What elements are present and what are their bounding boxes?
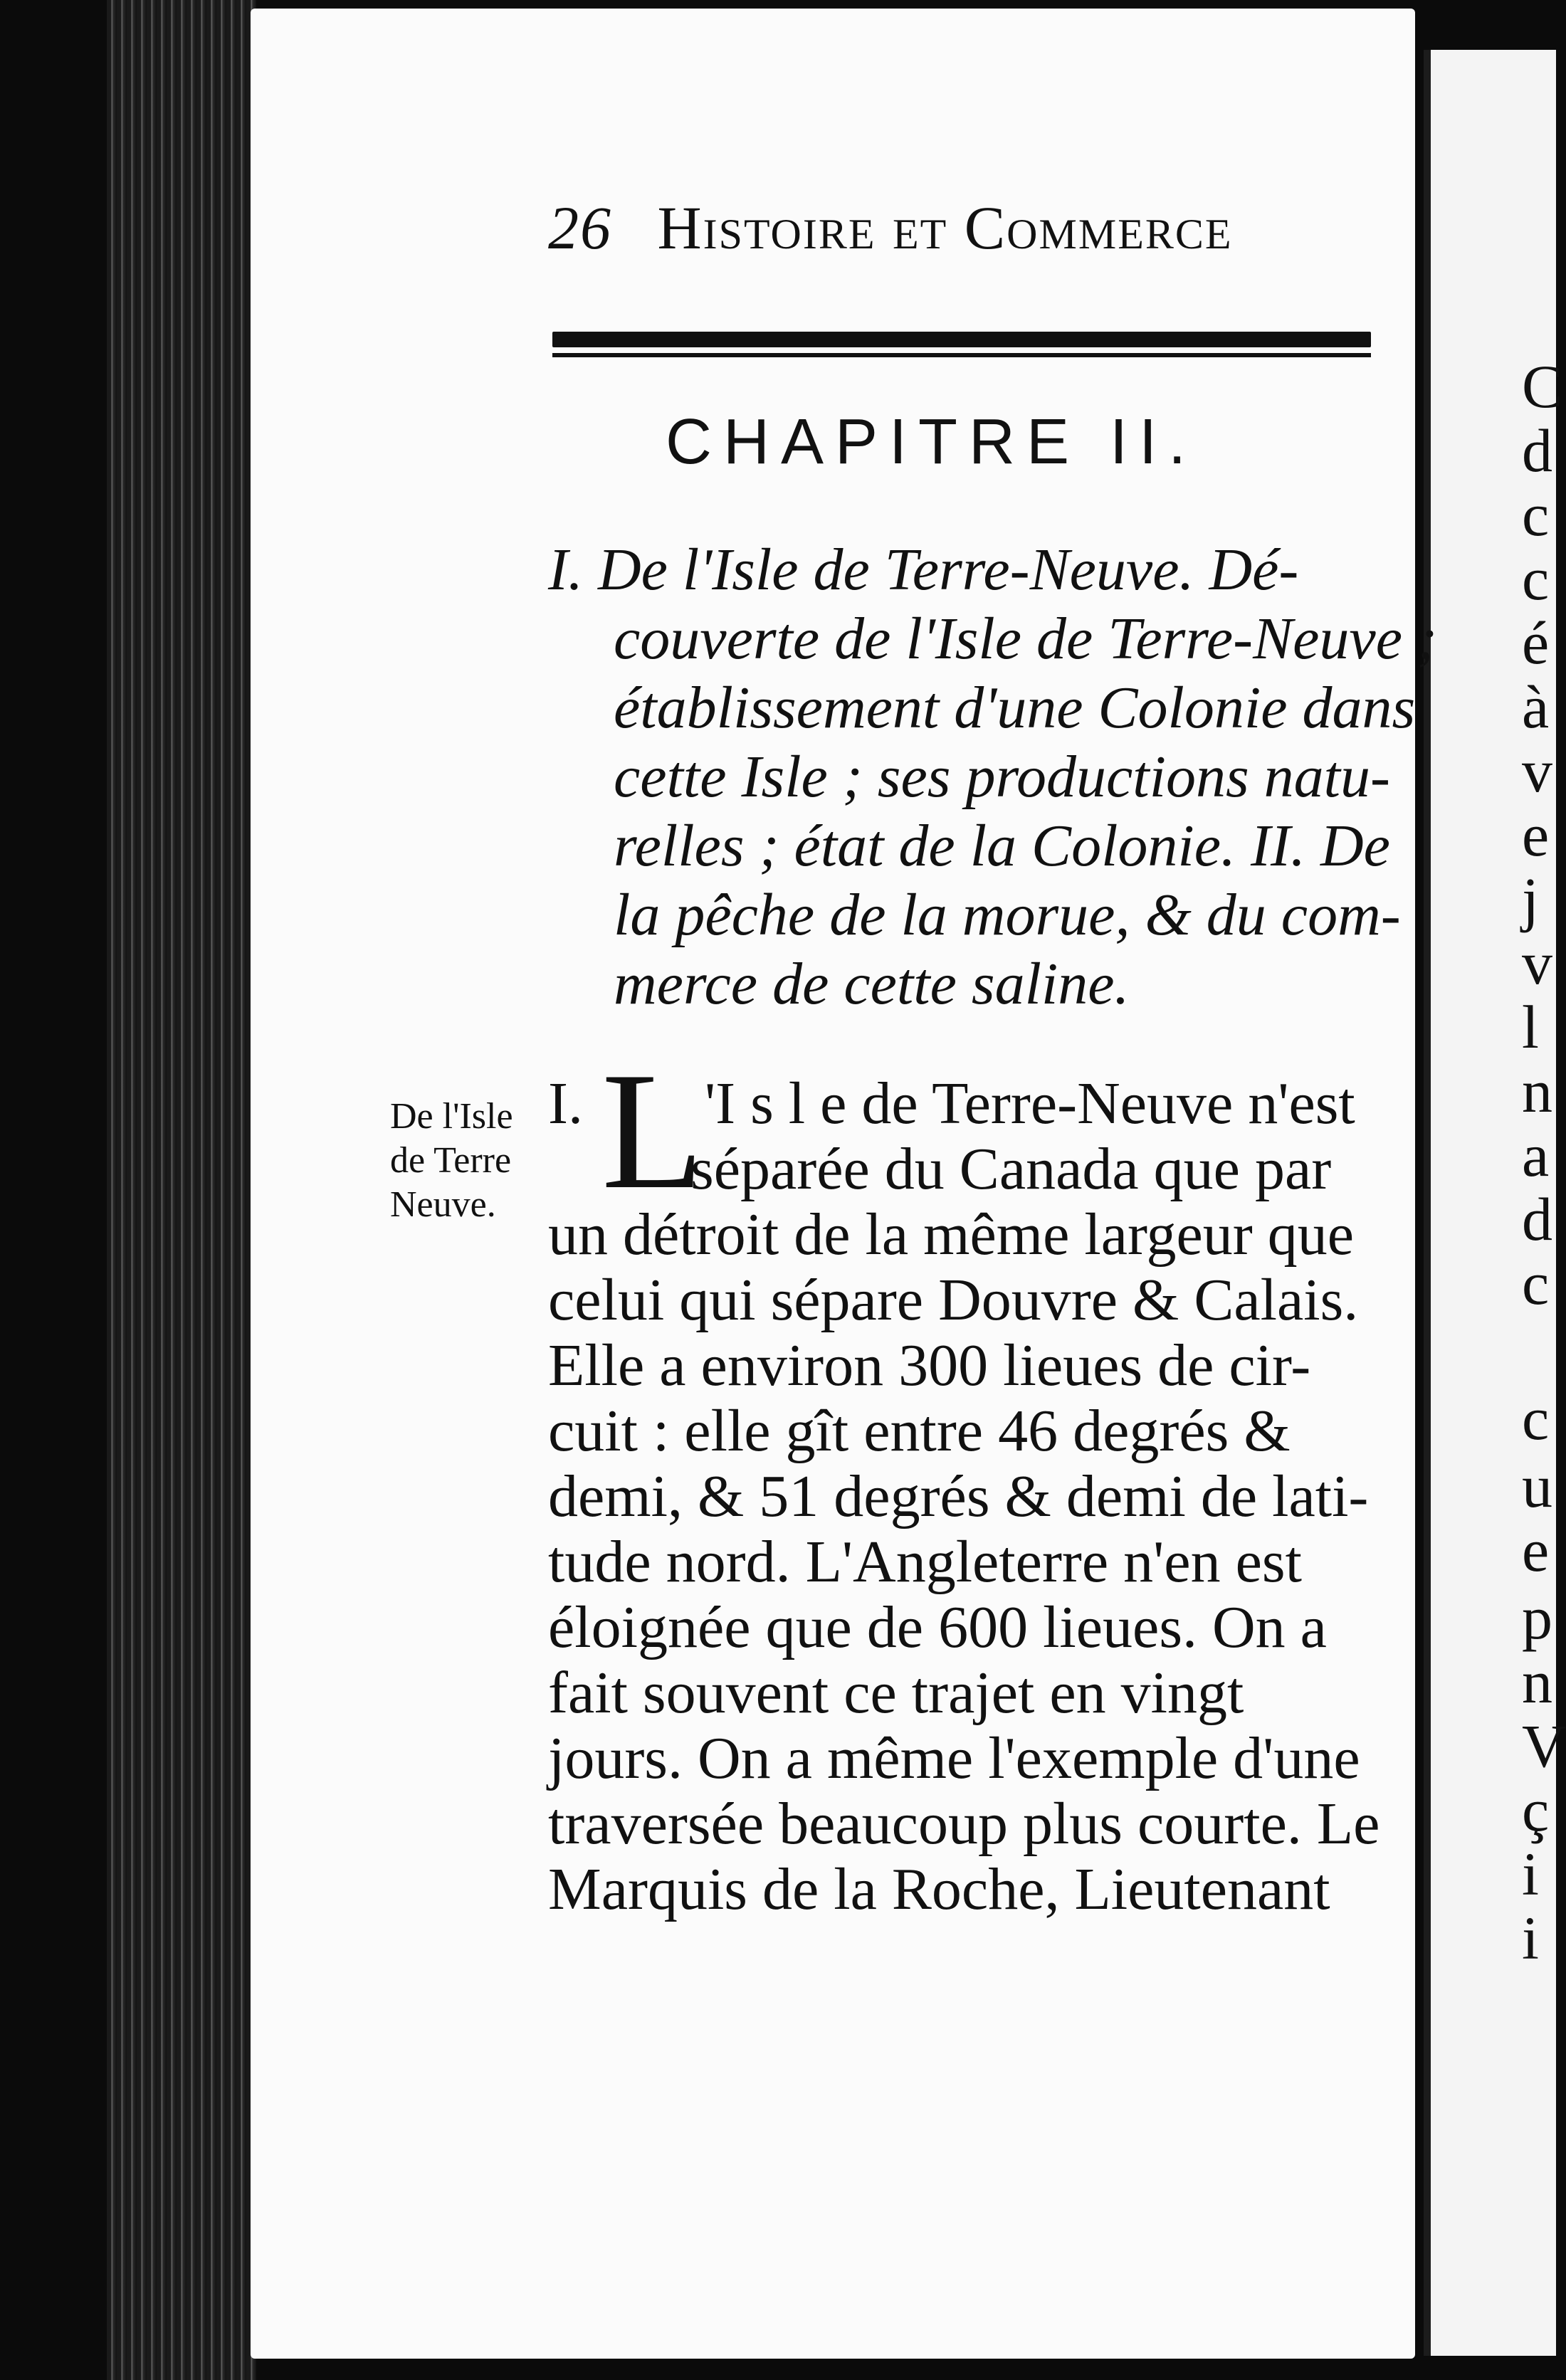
margin-note-line: Neuve.	[390, 1184, 496, 1225]
facing-glyph: d	[1522, 416, 1552, 485]
running-header	[548, 192, 1331, 263]
summary-line: la pêche de la morue, & du com-	[614, 882, 1401, 948]
facing-glyph: c	[1522, 544, 1550, 613]
chapter-summary	[548, 535, 1437, 1018]
body-line: jours. On a même l'exemple d'une	[548, 1725, 1360, 1791]
summary-line: cette Isle ; ses productions natu-	[614, 744, 1390, 810]
body-line-first	[548, 1071, 1388, 1137]
body-line: Elle a environ 300 lieues de cir-	[548, 1332, 1311, 1399]
running-title: Histoire et Commerce	[657, 194, 1233, 262]
header-rule-thin	[552, 353, 1371, 357]
facing-glyph: C	[1522, 352, 1563, 421]
body-text	[548, 1071, 1388, 1922]
facing-glyph: l	[1522, 993, 1539, 1061]
facing-glyph: u	[1522, 1452, 1552, 1520]
summary-line: couverte de l'Isle de Terre-Neuve ;	[614, 606, 1437, 672]
facing-glyph: i	[1522, 1840, 1539, 1908]
facing-glyph: à	[1522, 673, 1550, 741]
facing-glyph: V	[1522, 1712, 1566, 1780]
facing-page-edge	[1424, 50, 1566, 2356]
body-line: éloignée que de 600 lieues. On a	[548, 1594, 1327, 1660]
body-line: traversée beaucoup plus courte. Le	[548, 1791, 1380, 1857]
chapter-title: CHAPITRE II.	[666, 406, 1198, 478]
facing-glyph: j	[1522, 865, 1539, 933]
section-number: I.	[548, 1070, 583, 1137]
body-line: demi, & 51 degrés & demi de lati-	[548, 1463, 1369, 1529]
summary-line: I. De l'Isle de Terre-Neuve. Dé-	[548, 537, 1299, 603]
facing-glyph: n	[1522, 1057, 1552, 1125]
body-line: séparée du Canada que par	[690, 1136, 1332, 1202]
facing-glyph: ç	[1522, 1776, 1550, 1844]
facing-glyph: é	[1522, 609, 1550, 677]
drop-cap: L	[601, 1038, 705, 1224]
facing-glyph: e	[1522, 1516, 1550, 1584]
page-number: 26	[548, 194, 612, 262]
header-rule-thick	[552, 332, 1371, 347]
margin-note-line: de Terre	[390, 1140, 512, 1181]
facing-glyph: i	[1522, 1904, 1539, 1972]
facing-glyph: c	[1522, 480, 1550, 549]
margin-note-line: De l'Isle	[390, 1096, 513, 1137]
facing-glyph: n	[1522, 1648, 1552, 1716]
summary-line: merce de cette saline.	[614, 951, 1130, 1017]
facing-glyph: e	[1522, 801, 1550, 869]
summary-line: établissement d'une Colonie dans	[614, 675, 1416, 741]
body-line: 'I s l e de Terre-Neuve n'est	[704, 1070, 1355, 1137]
facing-glyph: c	[1522, 1384, 1550, 1453]
body-line: tude nord. L'Angleterre n'en est	[548, 1529, 1302, 1595]
page-edges	[107, 0, 256, 2380]
body-line: cuit : elle gît entre 46 degrés &	[548, 1398, 1291, 1464]
body-line: un détroit de la même largeur que	[548, 1201, 1355, 1268]
body-line: Marquis de la Roche, Lieutenant	[548, 1856, 1330, 1922]
facing-glyph: p	[1522, 1584, 1552, 1652]
body-line: fait souvent ce trajet en vingt	[548, 1660, 1244, 1726]
facing-glyph: d	[1522, 1185, 1552, 1253]
facing-glyph: c	[1522, 1249, 1550, 1317]
facing-glyph: a	[1522, 1121, 1550, 1189]
summary-line: relles ; état de la Colonie. II. De	[614, 813, 1390, 879]
margin-note	[390, 1095, 547, 1227]
facing-glyph: v	[1522, 737, 1552, 805]
facing-glyph: v	[1522, 929, 1552, 997]
body-line: celui qui sépare Douvre & Calais.	[548, 1267, 1359, 1333]
